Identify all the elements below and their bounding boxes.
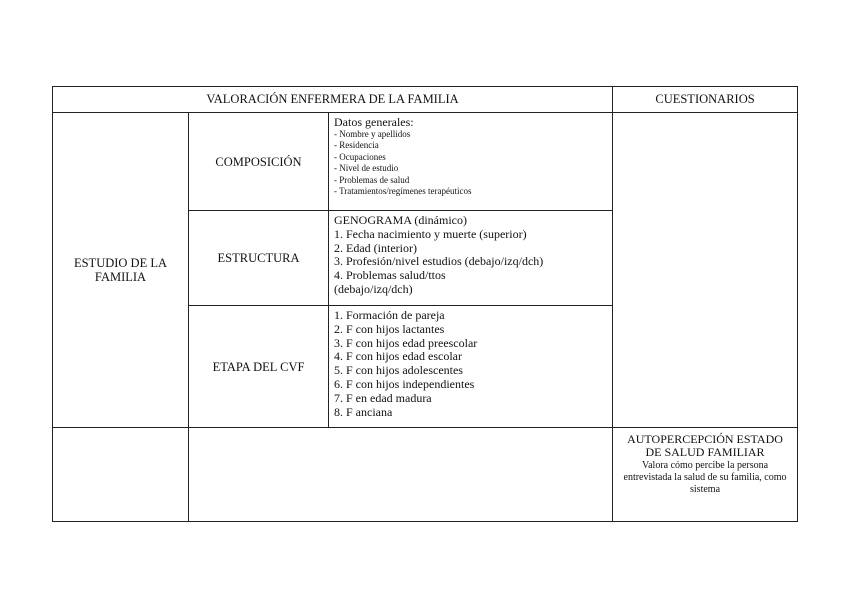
composicion-title: Datos generales: bbox=[334, 115, 414, 129]
estudio-familia-cell bbox=[53, 113, 189, 428]
list-item: - Residencia bbox=[334, 140, 379, 151]
list-item: 2. Edad (interior) bbox=[334, 240, 417, 255]
cuestionarios-empty-cell bbox=[613, 113, 798, 428]
etapa-label: ETAPA DEL CVF bbox=[189, 306, 329, 428]
list-item: (debajo/izq/dch) bbox=[334, 281, 413, 296]
empty-cell-middle bbox=[189, 428, 613, 522]
list-item: 1. Fecha nacimiento y muerte (superior) bbox=[334, 226, 527, 241]
family-assessment-table bbox=[52, 86, 798, 522]
estructura-label: ESTRUCTURA bbox=[189, 211, 329, 306]
list-item: 2. F con hijos lactantes bbox=[334, 321, 445, 336]
header-valoracion: VALORACIÓN ENFERMERA DE LA FAMILIA bbox=[53, 87, 613, 113]
header-cuestionarios: CUESTIONARIOS bbox=[613, 87, 798, 113]
list-item: 4. Problemas salud/ttos bbox=[334, 268, 446, 283]
estructura-content bbox=[329, 211, 613, 306]
list-item: - Ocupaciones bbox=[334, 151, 386, 162]
composicion-label: COMPOSICIÓN bbox=[189, 113, 329, 211]
list-item: - Tratamientos/regímenes terapéuticos bbox=[334, 186, 472, 197]
list-item: - Nivel de estudio bbox=[334, 163, 399, 174]
etapa-list bbox=[334, 309, 607, 419]
list-item: 4. F con hijos edad escolar bbox=[334, 349, 462, 364]
autopercepcion-description: Valora cómo percibe la persona entrevistada la salud de su familia, como sistema bbox=[623, 460, 787, 495]
autopercepcion-cell bbox=[613, 428, 798, 522]
estudio-familia-label: ESTUDIO DE LA FAMILIA bbox=[73, 256, 168, 284]
list-item: 3. F con hijos edad preescolar bbox=[334, 335, 478, 350]
list-item: 6. F con hijos independientes bbox=[334, 376, 475, 391]
autopercepcion-title: AUTOPERCEPCIÓN ESTADO DE SALUD FAMILIAR bbox=[627, 432, 783, 459]
etapa-content bbox=[329, 306, 613, 428]
list-item: - Problemas de salud bbox=[334, 174, 410, 185]
empty-cell-left bbox=[53, 428, 189, 522]
estructura-list bbox=[334, 228, 607, 297]
composicion-list bbox=[334, 129, 607, 197]
list-item: 7. F en edad madura bbox=[334, 390, 432, 405]
list-item: 8. F anciana bbox=[334, 404, 393, 419]
list-item: 3. Profesión/nivel estudios (debajo/izq/dch) bbox=[334, 254, 544, 269]
list-item: 1. Formación de pareja bbox=[334, 308, 445, 322]
composicion-content bbox=[329, 113, 613, 211]
list-item: 5. F con hijos adolescentes bbox=[334, 363, 463, 378]
list-item: - Nombre y apellidos bbox=[334, 129, 411, 139]
estructura-title: GENOGRAMA (dinámico) bbox=[334, 213, 467, 227]
